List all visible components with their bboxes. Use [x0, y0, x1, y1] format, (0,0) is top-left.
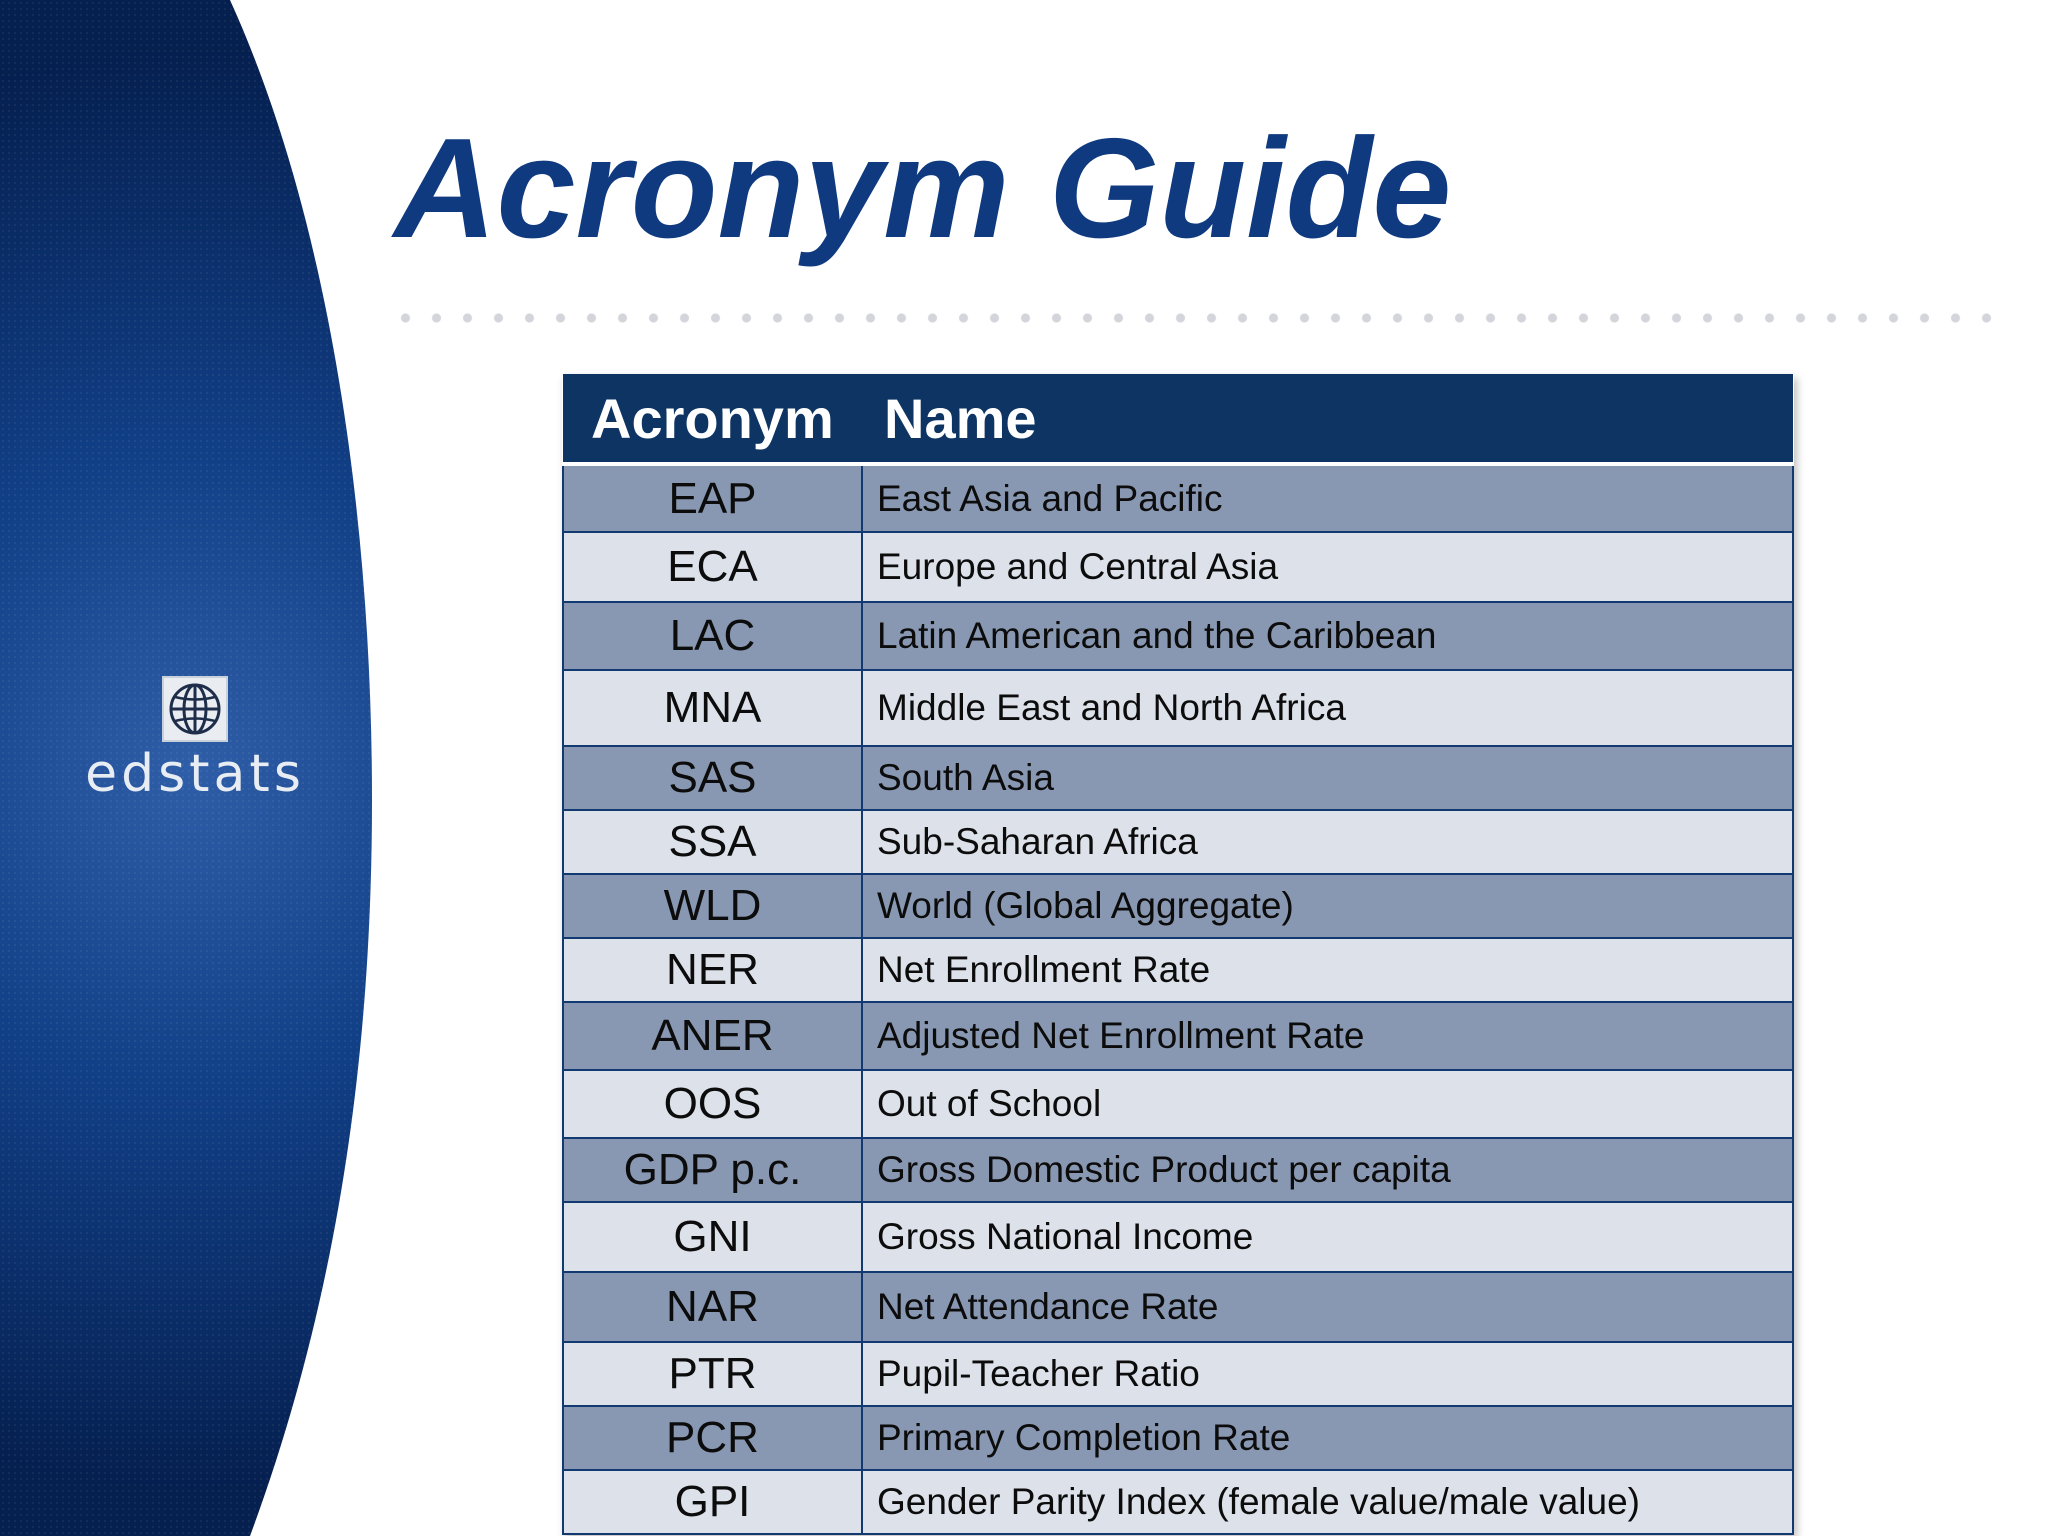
name-cell: Middle East and North Africa [862, 670, 1793, 746]
table-row [563, 874, 1793, 938]
name-cell: Sub-Saharan Africa [862, 810, 1793, 874]
table-row [563, 810, 1793, 874]
edstats-logo [60, 676, 330, 804]
acronym-cell: ECA [563, 532, 862, 602]
table-row [563, 670, 1793, 746]
acronym-cell: LAC [563, 602, 862, 670]
acronym-cell: ANER [563, 1002, 862, 1070]
table-row [563, 1272, 1793, 1342]
name-cell: Net Enrollment Rate [862, 938, 1793, 1002]
name-cell: Out of School [862, 1070, 1793, 1138]
table-row [563, 1470, 1793, 1534]
acronym-cell: SSA [563, 810, 862, 874]
header-name: Name [862, 374, 1793, 464]
name-cell: World (Global Aggregate) [862, 874, 1793, 938]
header-acronym: Acronym [563, 374, 862, 464]
table-row [563, 1138, 1793, 1202]
name-cell: Adjusted Net Enrollment Rate [862, 1002, 1793, 1070]
table-row [563, 1342, 1793, 1406]
table-row [563, 938, 1793, 1002]
name-cell: Gender Parity Index (female value/male value) [862, 1470, 1793, 1534]
acronym-cell: NAR [563, 1272, 862, 1342]
table-row [563, 1202, 1793, 1272]
name-cell: Pupil-Teacher Ratio [862, 1342, 1793, 1406]
name-cell: South Asia [862, 746, 1793, 810]
table-header-row [563, 374, 1793, 464]
name-cell: Europe and Central Asia [862, 532, 1793, 602]
dotted-divider [390, 312, 2010, 324]
acronym-cell: NER [563, 938, 862, 1002]
table-row [563, 464, 1793, 532]
table-row [563, 532, 1793, 602]
acronym-cell: MNA [563, 670, 862, 746]
name-cell: Primary Completion Rate [862, 1406, 1793, 1470]
globe-icon [162, 676, 228, 742]
logo-text: edstats [85, 744, 305, 804]
table-row [563, 746, 1793, 810]
acronym-cell: GPI [563, 1470, 862, 1534]
acronym-cell: SAS [563, 746, 862, 810]
page-title: Acronym Guide [394, 109, 1452, 268]
acronym-cell: GNI [563, 1202, 862, 1272]
name-cell: Gross Domestic Product per capita [862, 1138, 1793, 1202]
acronym-cell: PCR [563, 1406, 862, 1470]
acronym-cell: PTR [563, 1342, 862, 1406]
name-cell: Latin American and the Caribbean [862, 602, 1793, 670]
name-cell: Gross National Income [862, 1202, 1793, 1272]
table-row [563, 602, 1793, 670]
name-cell: East Asia and Pacific [862, 464, 1793, 532]
acronym-cell: GDP p.c. [563, 1138, 862, 1202]
table-row [563, 1070, 1793, 1138]
table-row [563, 1406, 1793, 1470]
name-cell: Net Attendance Rate [862, 1272, 1793, 1342]
acronym-cell: WLD [563, 874, 862, 938]
acronym-cell: EAP [563, 464, 862, 532]
table-row [563, 1002, 1793, 1070]
acronym-cell: OOS [563, 1070, 862, 1138]
acronym-table [562, 374, 1794, 1535]
